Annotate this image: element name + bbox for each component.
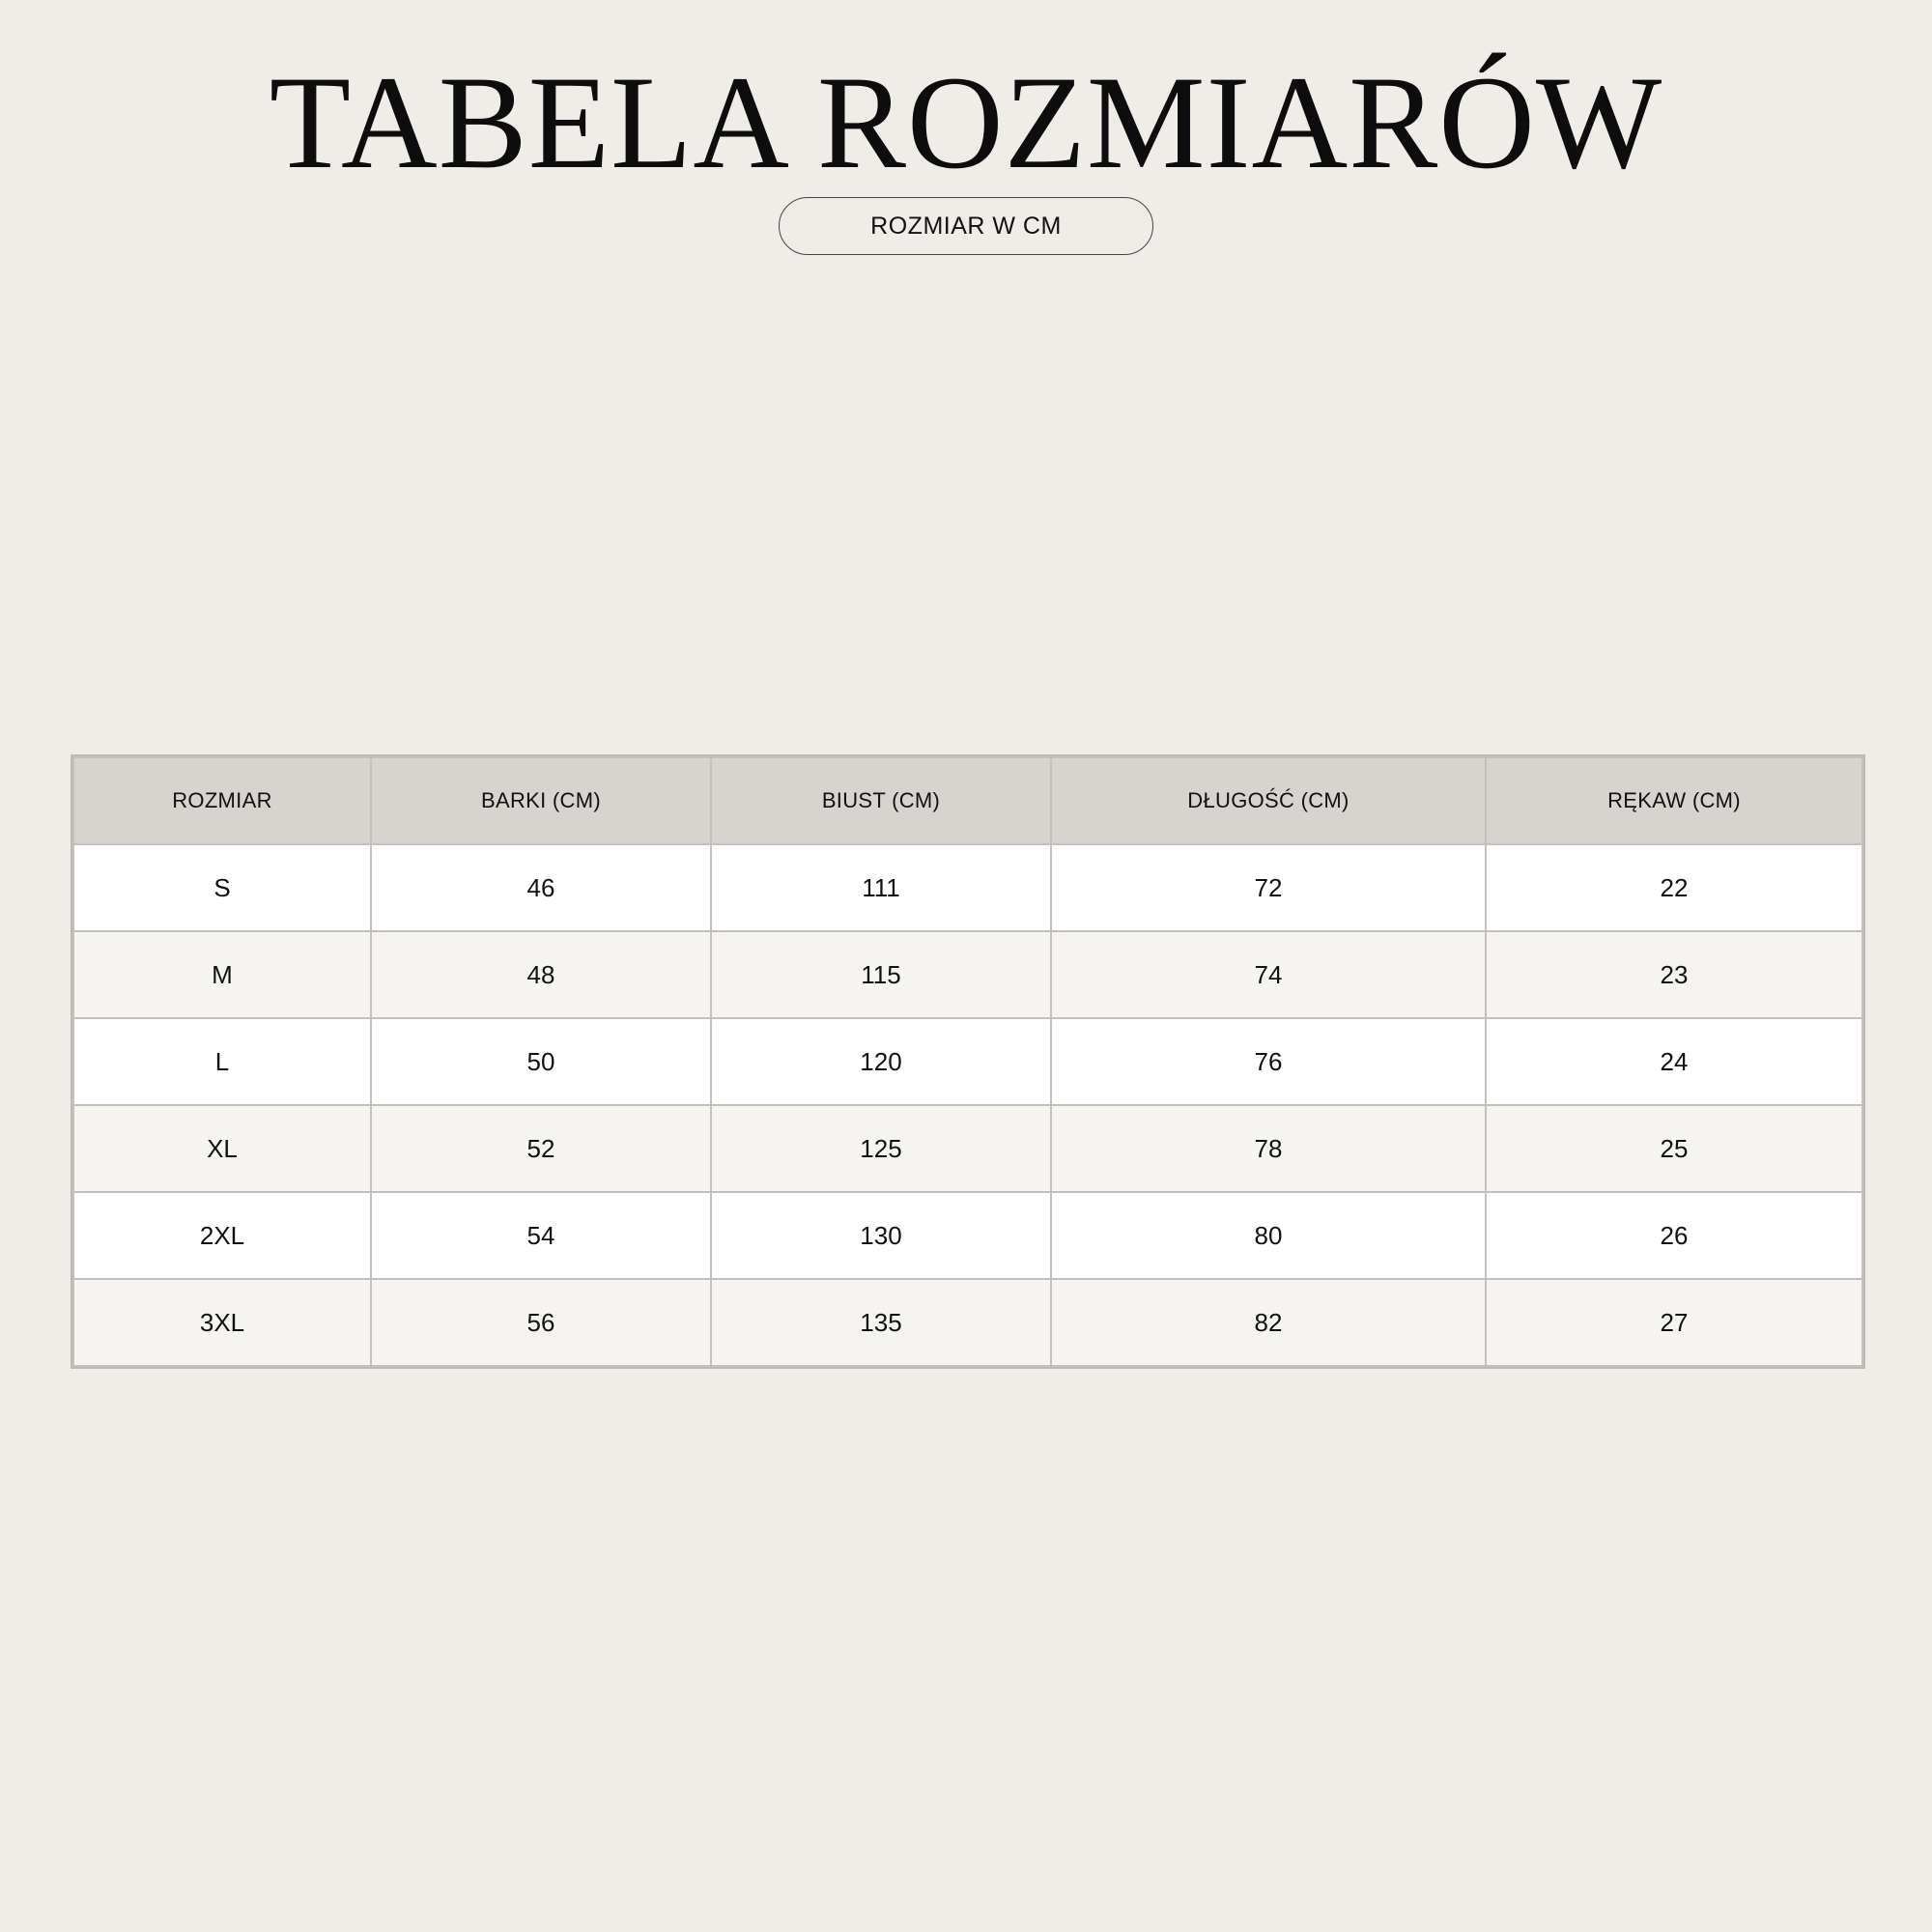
cell-bust: 125 xyxy=(711,1105,1051,1192)
table-row xyxy=(73,1105,1862,1192)
cell-size: L xyxy=(73,1018,371,1105)
unit-badge: ROZMIAR W CM xyxy=(779,197,1153,255)
cell-shoulders: 48 xyxy=(371,931,711,1018)
cell-length: 72 xyxy=(1051,844,1486,931)
cell-length: 78 xyxy=(1051,1105,1486,1192)
table-row xyxy=(73,931,1862,1018)
cell-shoulders: 56 xyxy=(371,1279,711,1366)
cell-shoulders: 46 xyxy=(371,844,711,931)
table-row xyxy=(73,844,1862,931)
cell-size: XL xyxy=(73,1105,371,1192)
cell-bust: 115 xyxy=(711,931,1051,1018)
cell-length: 80 xyxy=(1051,1192,1486,1279)
column-header-bust: BIUST (CM) xyxy=(711,757,1051,844)
page-title: TABELA ROZMIARÓW xyxy=(269,48,1663,196)
cell-bust: 111 xyxy=(711,844,1051,931)
table-header-row xyxy=(73,757,1862,844)
size-table xyxy=(72,756,1863,1367)
column-header-shoulders: BARKI (CM) xyxy=(371,757,711,844)
cell-sleeve: 25 xyxy=(1486,1105,1862,1192)
cell-sleeve: 22 xyxy=(1486,844,1862,931)
table-row xyxy=(73,1279,1862,1366)
cell-size: 2XL xyxy=(73,1192,371,1279)
cell-shoulders: 52 xyxy=(371,1105,711,1192)
cell-bust: 130 xyxy=(711,1192,1051,1279)
cell-sleeve: 26 xyxy=(1486,1192,1862,1279)
table-row xyxy=(73,1018,1862,1105)
cell-length: 74 xyxy=(1051,931,1486,1018)
cell-bust: 135 xyxy=(711,1279,1051,1366)
cell-size: 3XL xyxy=(73,1279,371,1366)
cell-sleeve: 23 xyxy=(1486,931,1862,1018)
column-header-sleeve: RĘKAW (CM) xyxy=(1486,757,1862,844)
column-header-length: DŁUGOŚĆ (CM) xyxy=(1051,757,1486,844)
cell-sleeve: 24 xyxy=(1486,1018,1862,1105)
column-header-size: ROZMIAR xyxy=(73,757,371,844)
cell-shoulders: 54 xyxy=(371,1192,711,1279)
cell-bust: 120 xyxy=(711,1018,1051,1105)
cell-length: 76 xyxy=(1051,1018,1486,1105)
cell-size: S xyxy=(73,844,371,931)
cell-sleeve: 27 xyxy=(1486,1279,1862,1366)
table-row xyxy=(73,1192,1862,1279)
cell-size: M xyxy=(73,931,371,1018)
cell-length: 82 xyxy=(1051,1279,1486,1366)
cell-shoulders: 50 xyxy=(371,1018,711,1105)
